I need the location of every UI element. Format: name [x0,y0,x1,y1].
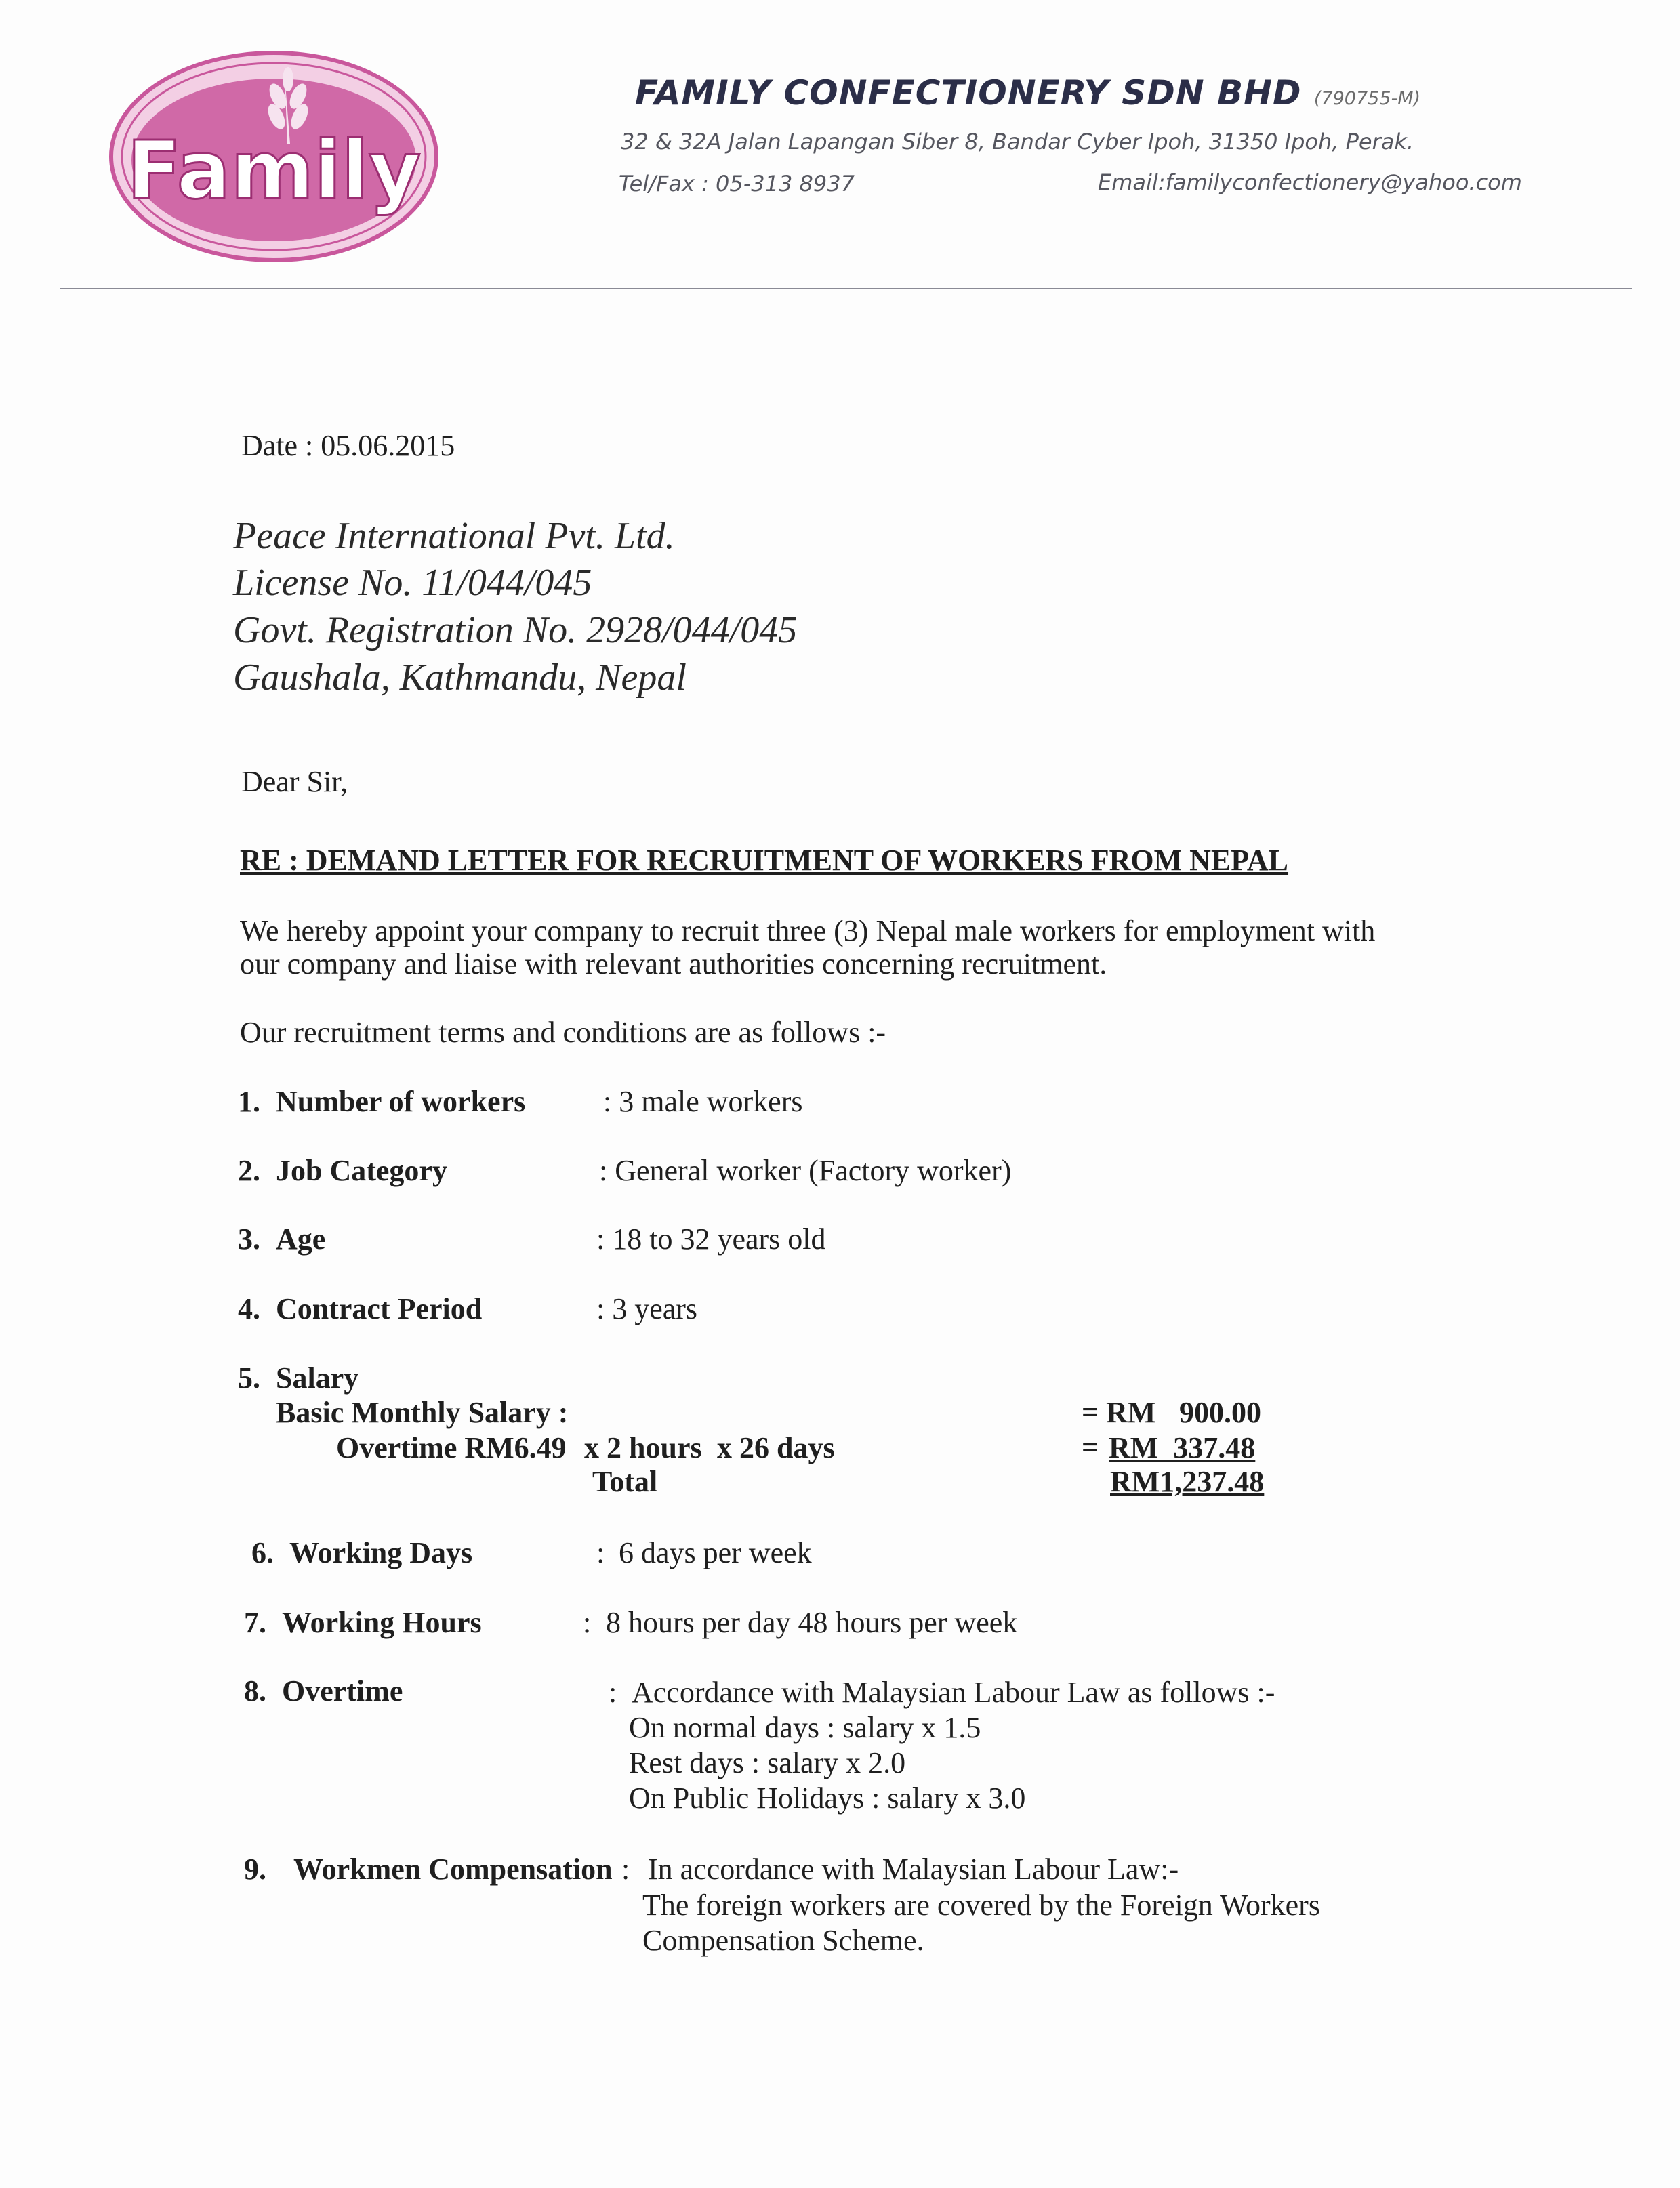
logo-text: Family [126,123,422,217]
term-value-line: Rest days : salary x 2.0 [629,1746,906,1779]
term-value-line: Accordance with Malaysian Labour Law as follows :- [632,1676,1275,1709]
letter-date: Date : 05.06.2015 [241,429,455,462]
recipient-line: Gaushala, Kathmandu, Nepal [233,657,687,699]
recipient-line: License No. 11/044/045 [233,562,592,604]
term-label: Salary [276,1361,359,1395]
basic-salary-equals: = RM [1082,1396,1156,1429]
term-label: Working Hours [282,1606,482,1639]
intro-line: our company and liaise with relevant authorities concerning recruitment. [240,947,1107,981]
terms-intro: Our recruitment terms and conditions are as follows :- [240,1016,886,1049]
term-label: Overtime [282,1674,403,1708]
term-number: 7. [244,1606,266,1639]
term-value-line: In accordance with Malaysian Labour Law:- [648,1853,1179,1886]
term-value-line: On normal days : salary x 1.5 [629,1711,981,1744]
term-label: Age [276,1222,326,1256]
term-number: 6. [251,1536,274,1569]
term-number: 3. [238,1222,260,1256]
overtime-hours: x 2 hours [584,1431,702,1464]
term-colon: : [596,1536,605,1569]
family-logo [107,49,441,264]
term-label: Workmen Compensation [293,1853,613,1886]
term-label: Number of workers [276,1085,526,1118]
company-reg-number: (790755-M) [1313,88,1421,109]
term-label: Contract Period [276,1292,483,1325]
total-amount: RM1,237.48 [1110,1465,1265,1498]
term-value: : General worker (Factory worker) [599,1154,1012,1187]
recipient-line: Govt. Registration No. 2928/044/045 [233,609,798,651]
overtime-rate-label: Overtime RM6.49 [336,1431,567,1464]
term-value: : 3 years [596,1292,698,1325]
basic-salary-amount: 900.00 [1179,1396,1261,1429]
company-email: Email:familyconfectionery@yahoo.com [1098,169,1522,195]
term-number: 4. [238,1292,260,1325]
term-value: 6 days per week [619,1536,812,1569]
term-value-line: Compensation Scheme. [642,1924,924,1957]
term-value-line: On Public Holidays : salary x 3.0 [629,1781,1026,1815]
company-address: 32 & 32A Jalan Lapangan Siber 8, Bandar Cyber Ipoh, 31350 Ipoh, Perak. [621,129,1414,154]
term-value-line: The foreign workers are covered by the Foreign Workers [642,1888,1320,1922]
term-label: Job Category [276,1154,447,1187]
term-number: 5. [238,1361,260,1395]
company-name-text: FAMILY CONFECTIONERY SDN BHD [635,73,1302,112]
term-value: : 3 male workers [603,1085,803,1118]
company-tel-fax: Tel/Fax : 05-313 8937 [619,171,855,197]
term-colon: : [609,1676,617,1709]
total-label: Total [592,1465,658,1498]
term-number: 9. [244,1853,266,1886]
letter-subject: RE : DEMAND LETTER FOR RECRUITMENT OF WORKERS FROM NEPAL [240,844,1289,877]
term-value: 8 hours per day 48 hours per week [606,1606,1018,1639]
recipient-line: Peace International Pvt. Ltd. [233,515,675,557]
term-number: 1. [238,1085,260,1118]
header-divider [60,288,1632,289]
overtime-days: x 26 days [717,1431,835,1464]
term-value: : 18 to 32 years old [596,1222,826,1256]
term-colon: : [621,1853,630,1886]
term-number: 2. [238,1154,260,1187]
basic-salary-label: Basic Monthly Salary : [276,1396,569,1429]
term-label: Working Days [289,1536,473,1569]
term-number: 8. [244,1674,266,1708]
overtime-amount: RM 337.48 [1109,1431,1256,1464]
company-name [635,73,1420,112]
overtime-equals: = [1082,1431,1099,1464]
salutation: Dear Sir, [241,765,348,798]
term-colon: : [583,1606,592,1639]
intro-line: We hereby appoint your company to recruit three (3) Nepal male workers for employment with [240,914,1376,947]
